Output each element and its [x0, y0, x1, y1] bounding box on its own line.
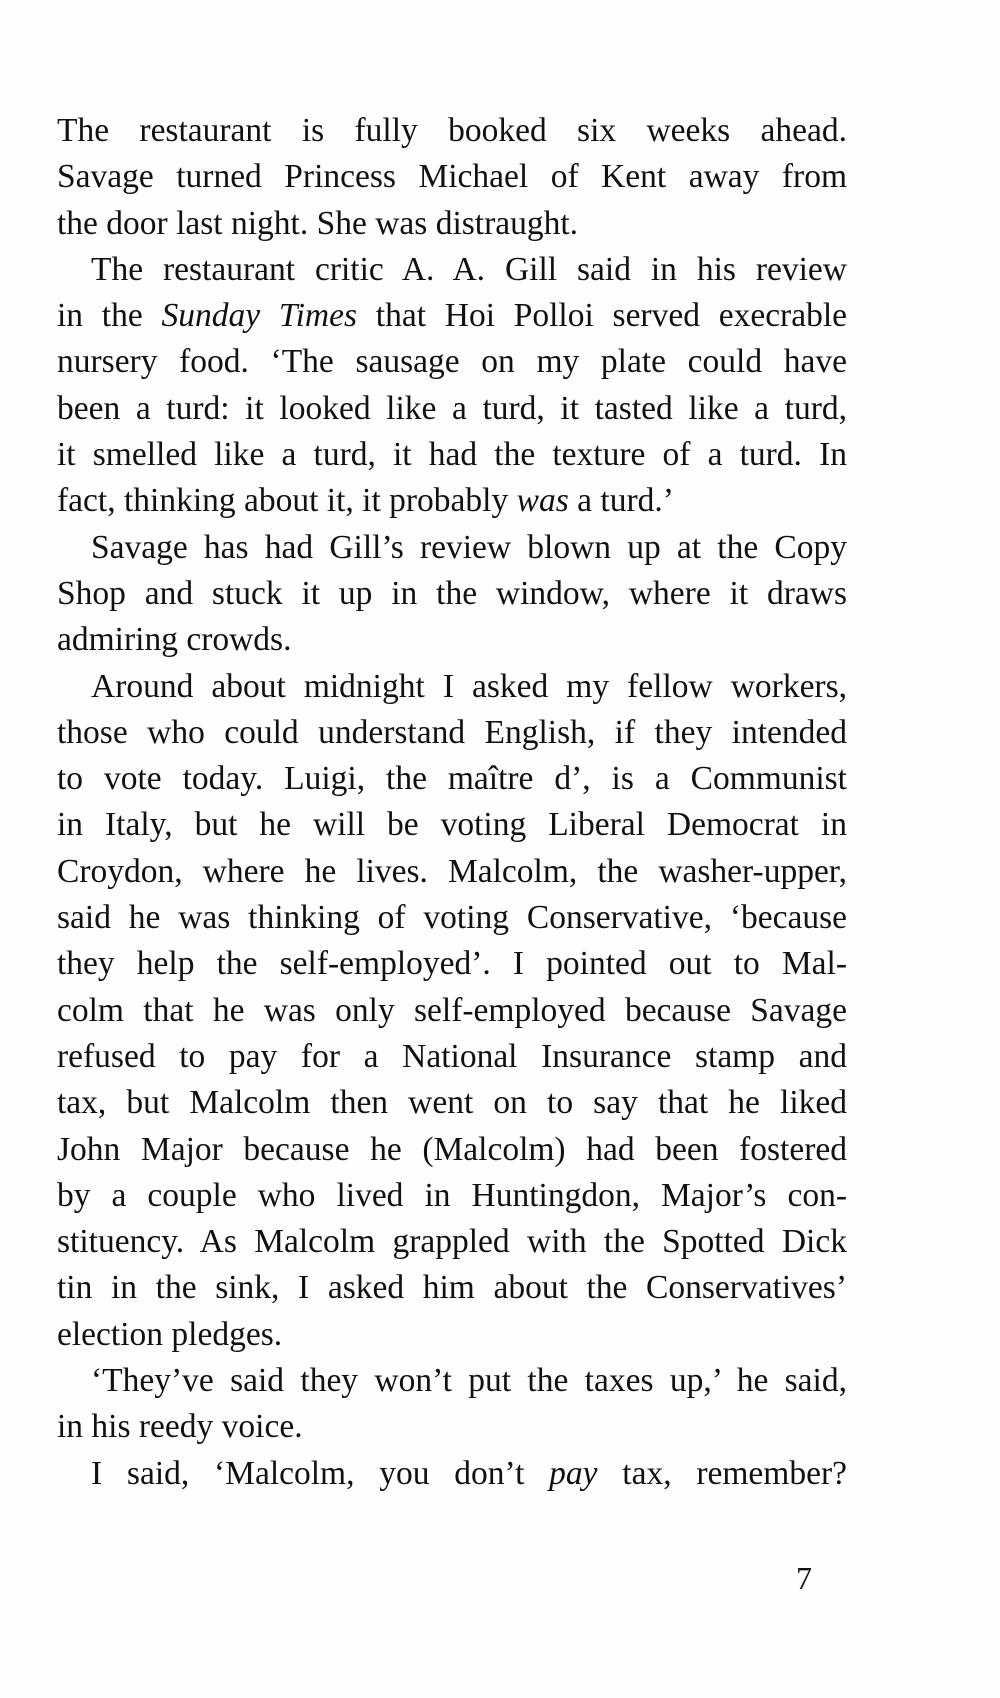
text-run: by a couple who lived in Huntingdon, Major’s con- [57, 1176, 847, 1214]
text-run: The restaurant is fully booked six weeks ahead. [57, 112, 847, 149]
text-line [57, 802, 847, 848]
text-run: Around about midnight I asked my fellow workers, [91, 667, 847, 705]
text-line [57, 478, 847, 524]
paragraph [57, 247, 847, 525]
text-line [57, 108, 847, 154]
text-run: been a turd: it looked like a turd, it tasted like a turd, [57, 389, 847, 427]
text-line [57, 1451, 847, 1497]
text-line [57, 247, 847, 293]
italic-text: Sunday Times [161, 297, 358, 335]
text-run: in the [57, 297, 162, 335]
text-line [57, 1173, 847, 1219]
text-line [57, 201, 847, 247]
text-run: it smelled like a turd, it had the texture of a turd. In [57, 436, 847, 474]
text-line [57, 1404, 847, 1450]
text-run: admiring crowds. [57, 621, 292, 659]
text-line [57, 386, 847, 432]
text-line [57, 1127, 847, 1173]
text-line [57, 664, 847, 710]
paragraph [57, 108, 847, 247]
text-run: the door last night. She was distraught. [57, 204, 579, 242]
text-line [57, 525, 847, 571]
text-line [57, 339, 847, 385]
text-run: in his reedy voice. [57, 1408, 303, 1446]
text-run: nursery food. ‘The sausage on my plate could have [57, 343, 847, 381]
text-run: a turd.’ [568, 482, 674, 520]
text-line [57, 1034, 847, 1080]
text-run: said he was thinking of voting Conservative, ‘because [57, 899, 847, 937]
text-line [57, 710, 847, 756]
italic-text: pay [549, 1454, 598, 1492]
text-run: Croydon, where he lives. Malcolm, the washer-upper, [57, 852, 847, 890]
text-run: ‘They’ve said they won’t put the taxes up,’ he said, [91, 1362, 847, 1400]
text-run: I said, ‘Malcolm, you don’t [91, 1454, 550, 1492]
text-run: Savage turned Princess Michael of Kent away from [57, 158, 847, 196]
text-run: Shop and stuck it up in the window, where it draws [57, 574, 847, 612]
text-line [57, 1358, 847, 1404]
text-run: refused to pay for a National Insurance stamp and [57, 1037, 847, 1075]
italic-text: was [516, 482, 569, 520]
text-line [57, 1080, 847, 1126]
text-line [57, 1312, 847, 1358]
text-run: they help the self-employed’. I pointed out to Mal- [57, 945, 847, 983]
text-run: The restaurant critic A. A. Gill said in his review [91, 250, 847, 288]
text-run: tax, but Malcolm then went on to say that he liked [57, 1084, 847, 1122]
text-run: tin in the sink, I asked him about the Conservatives’ [57, 1269, 847, 1307]
text-line [57, 1219, 847, 1265]
paragraph [57, 525, 847, 664]
text-run: those who could understand English, if they intended [57, 713, 847, 751]
text-run: in Italy, but he will be voting Liberal Democrat in [57, 806, 847, 844]
text-line [57, 617, 847, 663]
page-number: 7 [796, 1560, 812, 1596]
text-line [57, 293, 847, 339]
text-run: fact, thinking about it, it probably [57, 482, 517, 520]
text-run: Savage has had Gill’s review blown up at the Copy [91, 528, 847, 566]
text-line [57, 849, 847, 895]
text-line [57, 571, 847, 617]
text-run: stituency. As Malcolm grappled with the Spotted Dick [57, 1223, 847, 1261]
body-text [57, 108, 847, 1497]
text-line [57, 154, 847, 200]
text-line [57, 1265, 847, 1311]
text-run: election pledges. [57, 1315, 283, 1353]
text-line [57, 756, 847, 802]
text-run: to vote today. Luigi, the maître d’, is a Communist [57, 760, 847, 798]
text-run: colm that he was only self-employed because Savage [57, 991, 847, 1029]
paragraph [57, 1358, 847, 1451]
text-run: John Major because he (Malcolm) had been fostered [57, 1130, 847, 1168]
paragraph [57, 664, 847, 1358]
paragraph [57, 1451, 847, 1497]
text-run: tax, remember? [597, 1454, 847, 1492]
text-run: that Hoi Polloi served execrable [357, 297, 848, 335]
text-line [57, 432, 847, 478]
text-line [57, 941, 847, 987]
text-line [57, 895, 847, 941]
text-line [57, 988, 847, 1034]
